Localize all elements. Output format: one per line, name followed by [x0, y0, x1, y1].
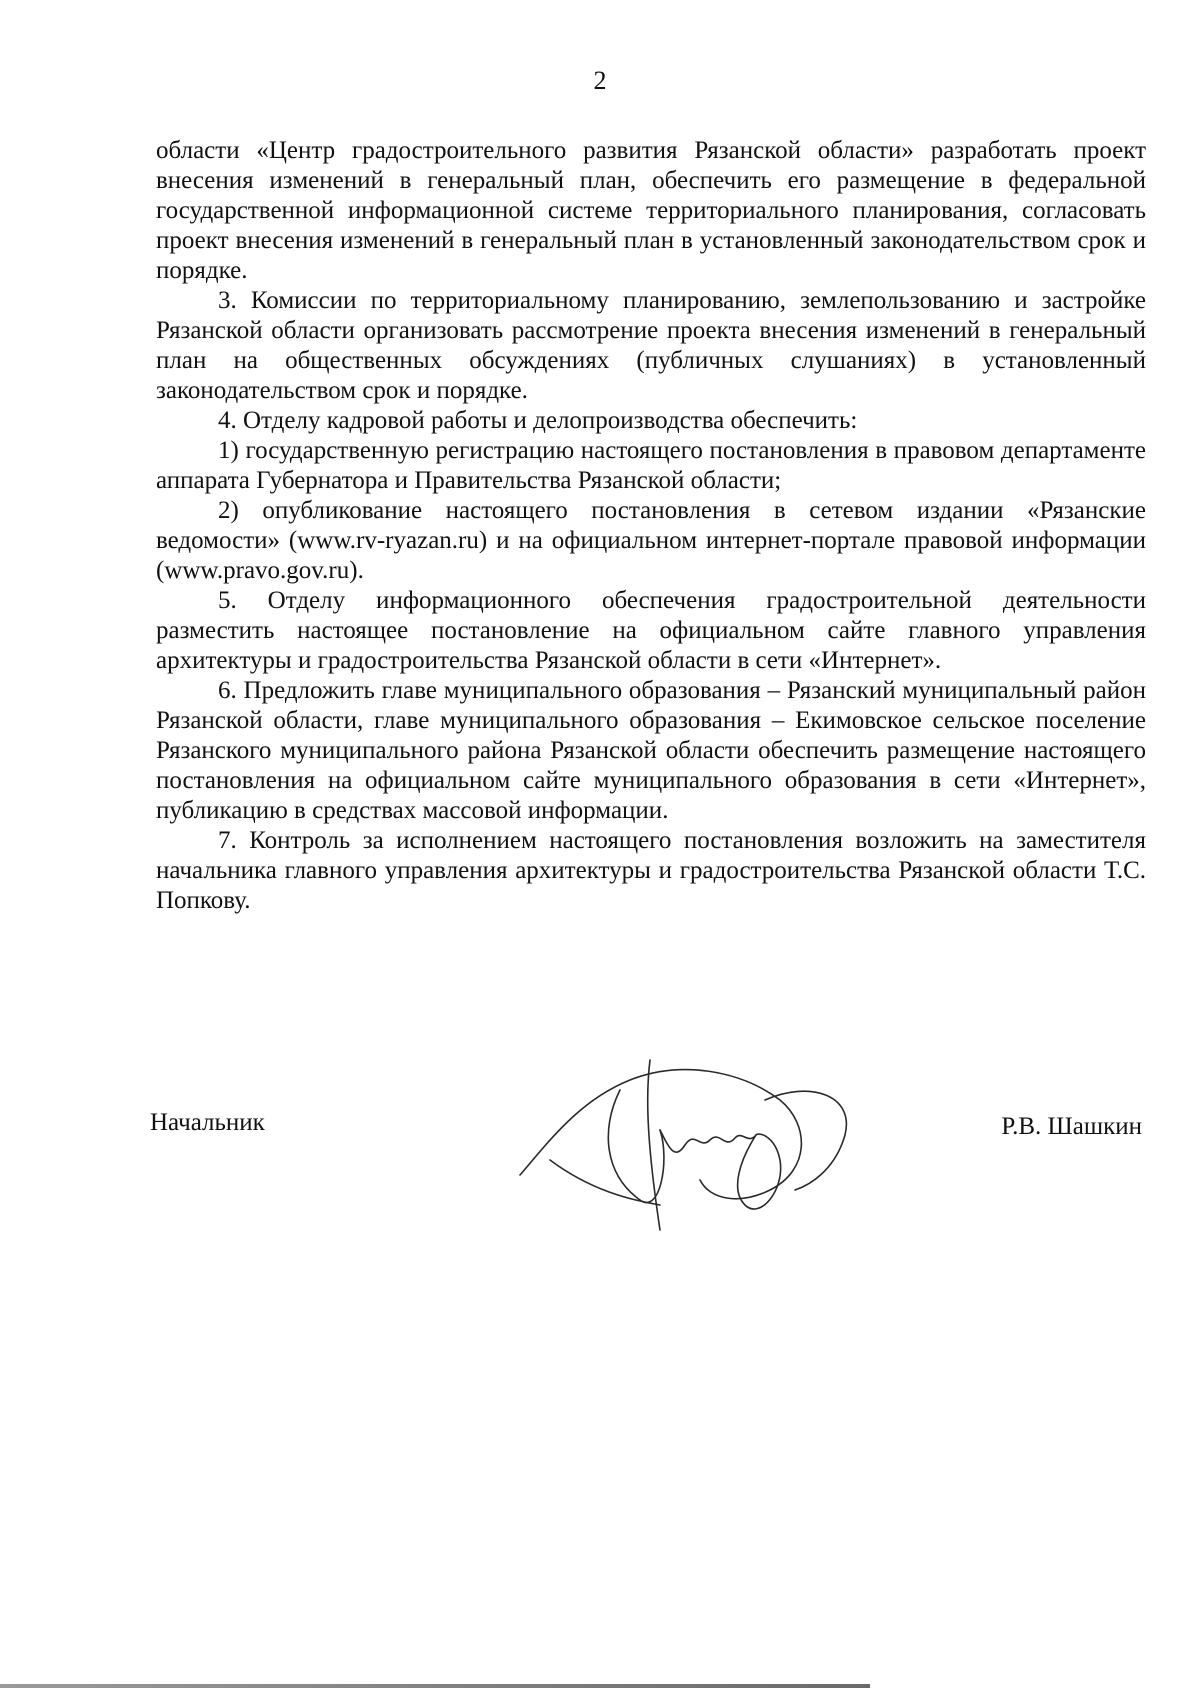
paragraph-2-continuation: области «Центр градостроительного развития Рязанской области» разработать проект внесения изменений в генеральный план, обеспечить его размещение в федеральной государственной информационной системе территориального планирования, согласовать проект внесения изменений в генеральный план в установленный законодательством срок и порядке. — [156, 137, 1146, 284]
handwritten-signature — [510, 1040, 870, 1240]
paragraph-4-item-1: 1) государственную регистрацию настоящего постановления в правовом департаменте аппарата Губернатора и Правительства Рязанской области; — [156, 437, 1146, 494]
paragraph-6: 6. Предложить главе муниципального образования – Рязанский муниципальный район Рязанской области, главе муниципального образования – Екимовское сельское поселение Рязанского муниципального района Рязанской области обеспечить размещение настоящего постановления на официальном сайте муниципального образования в сети «Интернет», публикацию в средствах массовой информации. — [156, 677, 1146, 824]
page-number: 2 — [593, 66, 607, 95]
scan-bottom-edge — [0, 1684, 870, 1688]
paragraph-4-item-2: 2) опубликование настоящего постановления в сетевом издании «Рязанские ведомости» (www.rv-ryazan.ru) и на официальном интернет-портале правовой информации (www.pravo.gov.ru). — [156, 497, 1146, 584]
paragraph-3: 3. Комиссии по территориальному планированию, землепользованию и застройке Рязанской области организовать рассмотрение проекта внесения изменений в генеральный план на общественных обсуждениях (публичных слушаниях) в установленный законодательством срок и порядке. — [156, 287, 1146, 404]
signatory-name: Р.В. Шашкин — [1001, 1113, 1142, 1140]
signatory-title: Начальник — [150, 1109, 265, 1136]
paragraph-4: 4. Отделу кадровой работы и делопроизводства обеспечить: — [218, 407, 858, 434]
paragraph-5: 5. Отделу информационного обеспечения градостроительной деятельности разместить настоящее постановление на официальном сайте главного управления архитектуры и градостроительства Рязанской области в сети «Интернет». — [156, 587, 1146, 674]
paragraph-7: 7. Контроль за исполнением настоящего постановления возложить на заместителя начальника главного управления архитектуры и градостроительства Рязанской области Т.С. Попкову. — [156, 827, 1146, 914]
document-body — [156, 136, 1146, 916]
